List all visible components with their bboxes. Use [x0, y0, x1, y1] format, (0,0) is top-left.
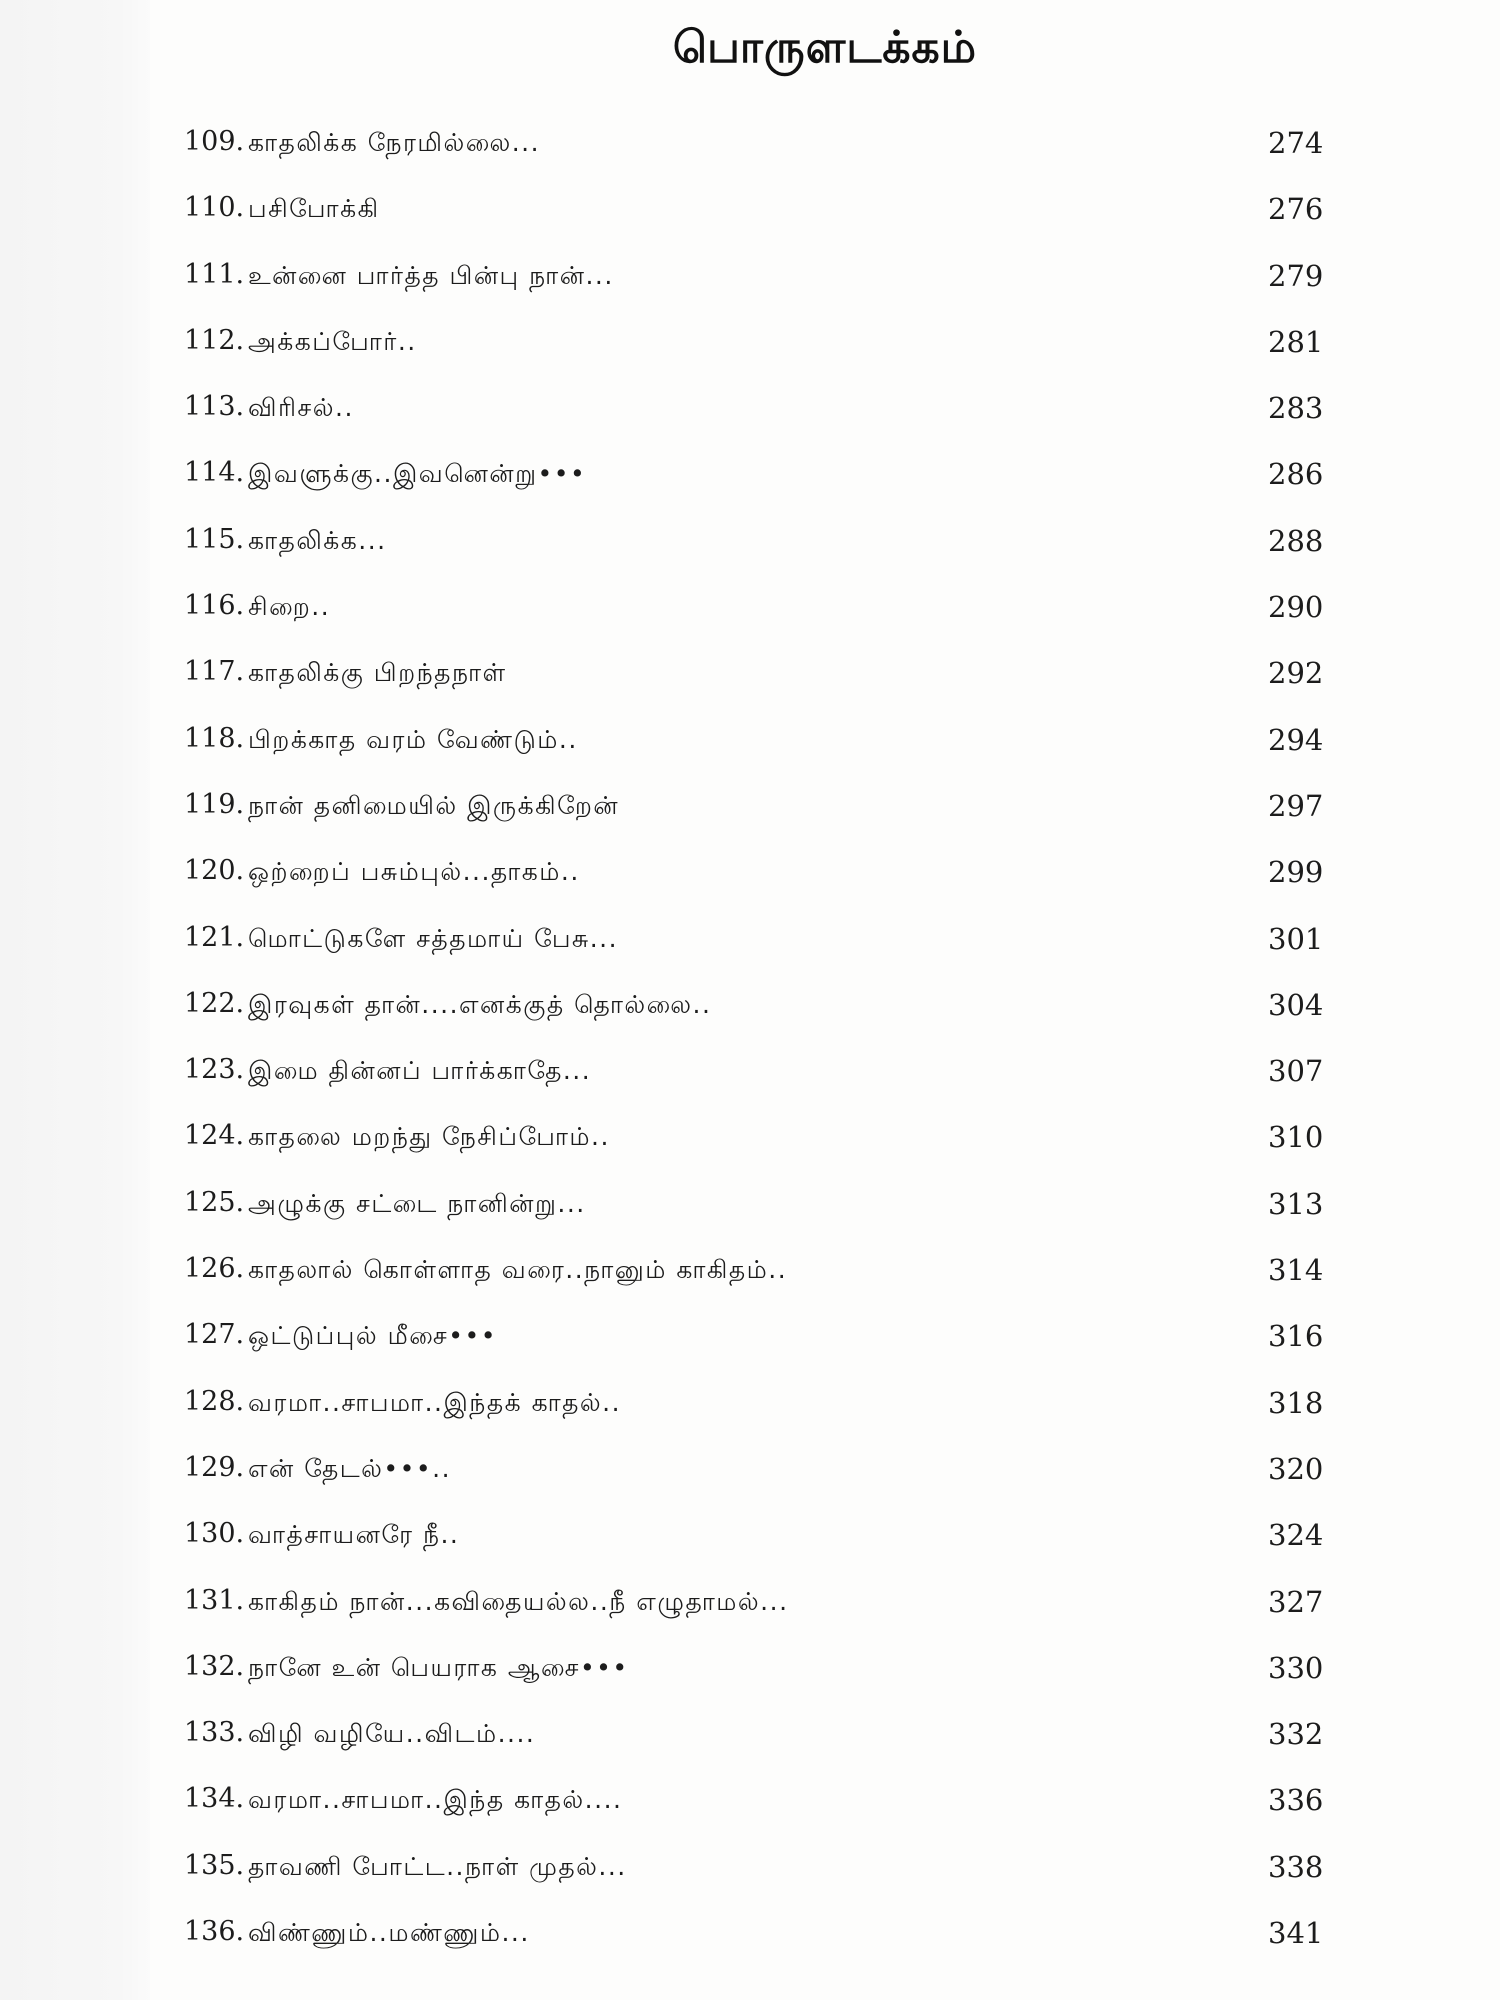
table-of-contents [0, 120, 1500, 1976]
toc-entry [0, 186, 1500, 252]
toc-entry-title: இமை தின்னப் பார்க்காதே... [248, 1056, 592, 1086]
toc-entry [0, 717, 1500, 783]
toc-entry [0, 385, 1500, 451]
toc-entry-page-number: 313 [1268, 1186, 1324, 1221]
toc-entry-number: 116. [184, 590, 245, 622]
toc-entry [0, 1844, 1500, 1910]
toc-entry-title: சிறை.. [248, 592, 331, 622]
toc-entry [0, 1181, 1500, 1247]
toc-entry-number: 134. [184, 1783, 245, 1815]
toc-entry-page-number: 290 [1268, 590, 1324, 625]
toc-entry-page-number: 336 [1268, 1783, 1324, 1818]
toc-entry [0, 1114, 1500, 1180]
toc-entry-number: 131. [184, 1584, 245, 1616]
toc-entry-number: 111. [184, 258, 245, 290]
toc-entry-page-number: 338 [1268, 1849, 1324, 1884]
toc-entry [0, 451, 1500, 517]
toc-entry [0, 1446, 1500, 1512]
toc-entry-title: வாத்சாயனரே நீ.. [248, 1520, 460, 1550]
toc-entry-page-number: 292 [1268, 656, 1324, 691]
toc-entry-title: பிறக்காத வரம் வேண்டும்.. [248, 724, 578, 754]
toc-entry [0, 1512, 1500, 1578]
toc-entry-page-number: 341 [1268, 1916, 1324, 1951]
toc-entry-number: 133. [184, 1717, 245, 1749]
toc-entry [0, 584, 1500, 650]
toc-entry-title: விரிசல்.. [248, 393, 354, 423]
toc-entry-number: 132. [184, 1650, 245, 1682]
toc-entry-number: 129. [184, 1451, 245, 1483]
toc-entry-title: இவளுக்கு..இவனென்று••• [248, 459, 587, 489]
toc-entry-page-number: 318 [1268, 1385, 1324, 1420]
toc-entry-title: மொட்டுகளே சத்தமாய் பேசு... [248, 923, 619, 953]
toc-entry-page-number: 274 [1268, 126, 1324, 160]
toc-entry-number: 122. [184, 987, 245, 1019]
toc-entry-number: 119. [184, 788, 245, 820]
toc-entry-page-number: 327 [1268, 1584, 1324, 1619]
toc-entry [0, 1579, 1500, 1645]
toc-entry [0, 916, 1500, 982]
toc-entry-title: அக்கப்போர்.. [248, 326, 417, 356]
toc-entry-number: 112. [184, 324, 245, 356]
toc-entry-number: 124. [184, 1120, 245, 1152]
toc-entry-page-number: 283 [1268, 391, 1324, 426]
toc-entry-page-number: 314 [1268, 1253, 1324, 1288]
toc-entry-page-number: 324 [1268, 1518, 1324, 1553]
toc-entry [0, 1313, 1500, 1379]
toc-entry [0, 783, 1500, 849]
toc-entry [0, 1711, 1500, 1777]
toc-entry-number: 121. [184, 921, 245, 953]
toc-entry [0, 518, 1500, 584]
toc-entry-title: காதலை மறந்து நேசிப்போம்.. [248, 1122, 610, 1152]
toc-entry [0, 982, 1500, 1048]
toc-entry-number: 135. [184, 1849, 245, 1881]
toc-entry-page-number: 310 [1268, 1120, 1324, 1155]
toc-entry-page-number: 307 [1268, 1054, 1324, 1089]
toc-entry [0, 650, 1500, 716]
toc-entry-number: 130. [184, 1518, 245, 1550]
toc-entry-number: 114. [184, 457, 245, 489]
toc-entry-page-number: 281 [1268, 324, 1324, 359]
toc-entry-title: வரமா..சாபமா..இந்தக் காதல்.. [248, 1387, 622, 1417]
toc-entry-page-number: 304 [1268, 987, 1324, 1022]
toc-entry-page-number: 276 [1268, 192, 1324, 227]
toc-entry-title: அழுக்கு சட்டை நானின்று... [248, 1188, 586, 1218]
toc-entry [0, 253, 1500, 319]
toc-entry-page-number: 286 [1268, 457, 1324, 492]
toc-entry [0, 1048, 1500, 1114]
toc-entry-number: 118. [184, 722, 245, 754]
toc-entry-page-number: 297 [1268, 788, 1324, 823]
toc-entry-page-number: 299 [1268, 855, 1324, 890]
toc-entry-page-number: 288 [1268, 523, 1324, 558]
page-title: பொருளடக்கம் [672, 22, 978, 73]
toc-entry-number: 128. [184, 1385, 245, 1417]
toc-entry-number: 109. [184, 126, 245, 157]
toc-entry-title: நானே உன் பெயராக ஆசை••• [248, 1652, 629, 1682]
toc-entry-title: வரமா..சாபமா..இந்த காதல்.... [248, 1785, 623, 1815]
toc-entry-title: விண்ணும்..மண்ணும்... [248, 1918, 530, 1948]
toc-entry [0, 1645, 1500, 1711]
toc-entry-page-number: 279 [1268, 258, 1324, 293]
toc-entry-title: காதலிக்க நேரமில்லை... [248, 128, 541, 157]
toc-entry-number: 123. [184, 1054, 245, 1086]
toc-entry-number: 127. [184, 1319, 245, 1351]
toc-entry-title: விழி வழியே..விடம்.... [248, 1719, 536, 1749]
toc-entry-title: ஒட்டுப்புல் மீசை••• [248, 1321, 497, 1351]
toc-entry-number: 110. [184, 192, 245, 224]
toc-entry-title: காகிதம் நான்...கவிதையல்ல..நீ எழுதாமல்... [248, 1586, 789, 1616]
toc-entry [0, 319, 1500, 385]
toc-entry-title: நான் தனிமையில் இருக்கிறேன் [248, 790, 620, 820]
toc-entry [0, 1380, 1500, 1446]
toc-entry [0, 849, 1500, 915]
toc-entry-title: தாவணி போட்ட..நாள் முதல்... [248, 1851, 627, 1881]
toc-entry-number: 113. [184, 391, 245, 423]
toc-entry-title: காதலிக்க... [248, 525, 387, 555]
toc-entry-page-number: 316 [1268, 1319, 1324, 1354]
toc-entry-number: 136. [184, 1916, 245, 1948]
toc-entry-number: 117. [184, 656, 245, 688]
toc-entry [0, 1777, 1500, 1843]
toc-entry-page-number: 301 [1268, 921, 1324, 956]
toc-entry-title: என் தேடல்•••.. [248, 1453, 452, 1483]
toc-entry-title: இரவுகள் தான்....எனக்குத் தொல்லை.. [248, 989, 712, 1019]
toc-entry-number: 126. [184, 1253, 245, 1285]
toc-entry-title: பசிபோக்கி [248, 194, 380, 224]
toc-entry-title: உன்னை பார்த்த பின்பு நான்... [248, 260, 614, 290]
toc-entry-title: காதலிக்கு பிறந்தநாள் [248, 658, 507, 688]
toc-entry [0, 1247, 1500, 1313]
toc-entry-page-number: 332 [1268, 1717, 1324, 1752]
toc-entry-page-number: 320 [1268, 1451, 1324, 1486]
toc-entry-title: ஒற்றைப் பசும்புல்...தாகம்.. [248, 857, 580, 887]
toc-entry-number: 125. [184, 1186, 245, 1218]
toc-entry-page-number: 294 [1268, 722, 1324, 757]
toc-entry-page-number: 330 [1268, 1650, 1324, 1685]
toc-entry-title: காதலால் கொள்ளாத வரை..நானும் காகிதம்.. [248, 1255, 788, 1285]
toc-entry-number: 120. [184, 855, 245, 887]
toc-entry-number: 115. [184, 523, 245, 555]
toc-entry [0, 1910, 1500, 1976]
toc-entry [0, 120, 1500, 186]
